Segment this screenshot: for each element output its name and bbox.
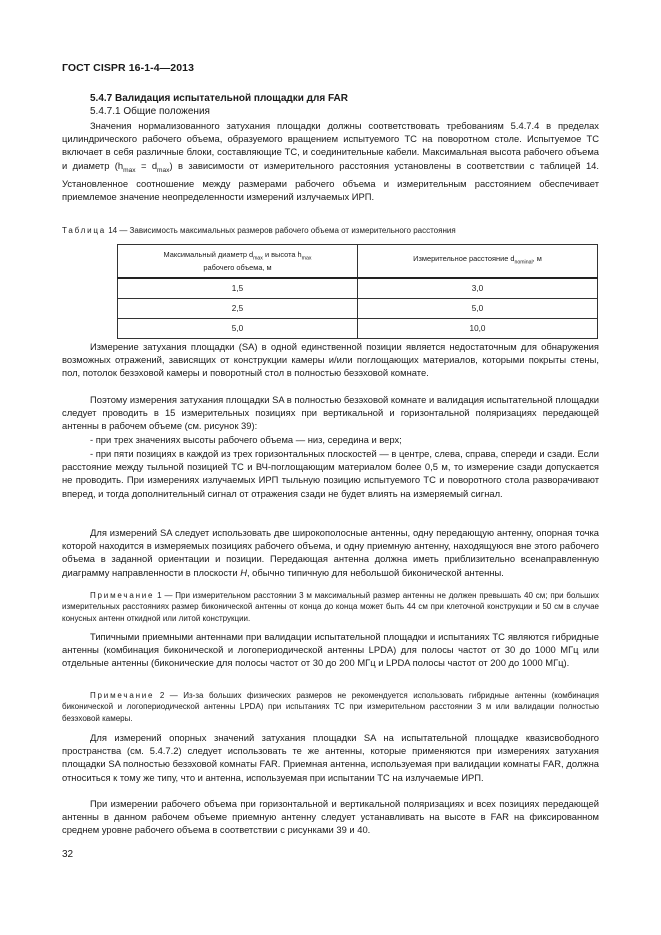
table-cell: 5,0 bbox=[358, 299, 598, 319]
table-cell: 5,0 bbox=[118, 319, 358, 339]
table-row bbox=[118, 319, 598, 339]
table-cell: 1,5 bbox=[118, 278, 358, 299]
table-caption: Таблица 14 — Зависимость максимальных размеров рабочего объема от измерительного расстояния bbox=[62, 226, 456, 235]
document-header: ГОСТ CISPR 16-1-4—2013 bbox=[62, 62, 195, 74]
paragraph-reference-sa: Для измерений опорных значений затухания площадки SA на испытательной площадке квазисвободного пространства (см. 5.4.7.2) следует использовать те же антенны, которые применяются при измерениях затухания площадки SA полностью безэховой комнаты FAR. Приемная антенна, используемая при валидации комнаты FAR, должна относиться к тому же типу, что и антенна, используемая при испытании ТС на излучаемые ИРП. bbox=[62, 732, 599, 783]
table-row bbox=[118, 278, 598, 299]
paragraph-sa-fifteen: Поэтому измерения затухания площадки SA в полностью безэховой комнате и валидация испытательной площадки следует проводить в 15 измерительных позициях при вертикальной и горизонтальной поляризациях передающей антенны в рабочем объеме (см. рисунок 39): bbox=[62, 394, 599, 432]
table-cell: 2,5 bbox=[118, 299, 358, 319]
table-row bbox=[118, 299, 598, 319]
note-2: Примечание 2 — Из-за больших физических размеров не рекомендуется использовать гибридные антенны (комбинация биконической и логопериодической антенны LPDA) при испытаниях ТС при измерительном расстоянии 3 м или валидации полностью безэховой камеры. bbox=[62, 691, 599, 723]
dimensions-table bbox=[117, 244, 598, 339]
table-cell: 10,0 bbox=[358, 319, 598, 339]
paragraph-intro: Значения нормализованного затухания площадки должны соответствовать требованиям 5.4.7.4 в пределах цилиндрического рабочего объема, образуемого вращением испытуемого ТС на поворотном столе. Испытуемое ТС включает в себя различные блоки, составляющие ТС, и соединительные кабели. Максимальная высота рабочего объема и диаметр $(h_{max} = d_{max})$ в зависимости от измерительного расстояния установлены в соответствии с таблицей 14. Установленное соотношение между размерами рабочего объема и измерительным расстоянием обеспечивает приемлемое значение неопределенности измерений излучаемых ИРП. bbox=[62, 120, 599, 202]
table-cell: 3,0 bbox=[358, 278, 598, 299]
subsection-title: 5.4.7.1 Общие положения bbox=[90, 106, 210, 117]
table-header-row bbox=[118, 245, 598, 279]
section-title: 5.4.7 Валидация испытательной площадки для FAR bbox=[90, 93, 348, 104]
paragraph-working-volume: При измерении рабочего объема при горизонтальной и вертикальной поляризациях и всех позициях передающей антенны в данном рабочем объеме приемную антенну следует устанавливать на высоте в FAR на фиксированном среднем уровне рабочего объема в соответствии с рисунками 39 и 40. bbox=[62, 798, 599, 836]
list-item-heights: - при трех значениях высоты рабочего объема — низ, середина и верх; bbox=[90, 434, 402, 445]
paragraph-receiving-antennas: Типичными приемными антеннами при валидации испытательной площадки и испытаниях ТС являются гибридные антенны (комбинация биконической и логопериодической антенны LPDA) для полосы частот от 30 до 1000 МГц или отдельные антенны (биконические для полосы частот от 30 до 200 МГц и LPDA полосы частот от 200 до 1000 МГц). bbox=[62, 631, 599, 669]
paragraph-antennas: Для измерений SA следует использовать две широкополосные антенны, одну передающую антенну, опорная точка которой находится в измеряемых позициях рабочего объема, и одну приемную антенну, находящуюся вне этого рабочего объема в заданной ориентации и позиции. Передающая антенна должна иметь приблизительно всенаправленную диаграмму направленности в плоскости H, обычно типичную для небольшой биконической антенны. bbox=[62, 527, 599, 578]
note-1: Примечание 1 — При измерительном расстоянии 3 м максимальный размер антенны не должен превышать 40 см; при больших измерительных расстояниях размер биконической антенны от конца до конца может быть 44 см при клеточной конструкции и 50 см в случае конусных антенн откидной или литой конструкции. bbox=[62, 591, 599, 623]
list-item-positions: - при пяти позициях в каждой из трех горизонтальных плоскостей — в центре, слева, справа, спереди и сзади. Если расстояние между тыльной позицией ТС и ВЧ-поглощающим материалом более 0,5 м, то измерение сзади допускается не проводить. При измерениях излучаемых ИРП тыльную позицию испытуемого ТС и поворотного стола разворачивают вперед, и тогда дополнительный сигнал от отражения сзади не будет влиять на измеряемый сигнал. bbox=[62, 448, 599, 499]
column-header-diameter: Максимальный диаметр $d_{max}$ и высота $h_{max}$ рабочего объема, м bbox=[118, 245, 358, 279]
column-header-distance: Измерительное расстояние $d_{nominal}$, м bbox=[358, 245, 598, 279]
paragraph-sa-single: Измерение затухания площадки (SA) в одной единственной позиции является недостаточным для обнаружения возможных отражений, зависящих от конструкции камеры и/или поглощающих материалов, которыми покрыты стены, пол, потолок безэховой камеры и поворотный стол в полностью безэховой комнате. bbox=[62, 341, 599, 379]
page-number: 32 bbox=[62, 849, 74, 860]
